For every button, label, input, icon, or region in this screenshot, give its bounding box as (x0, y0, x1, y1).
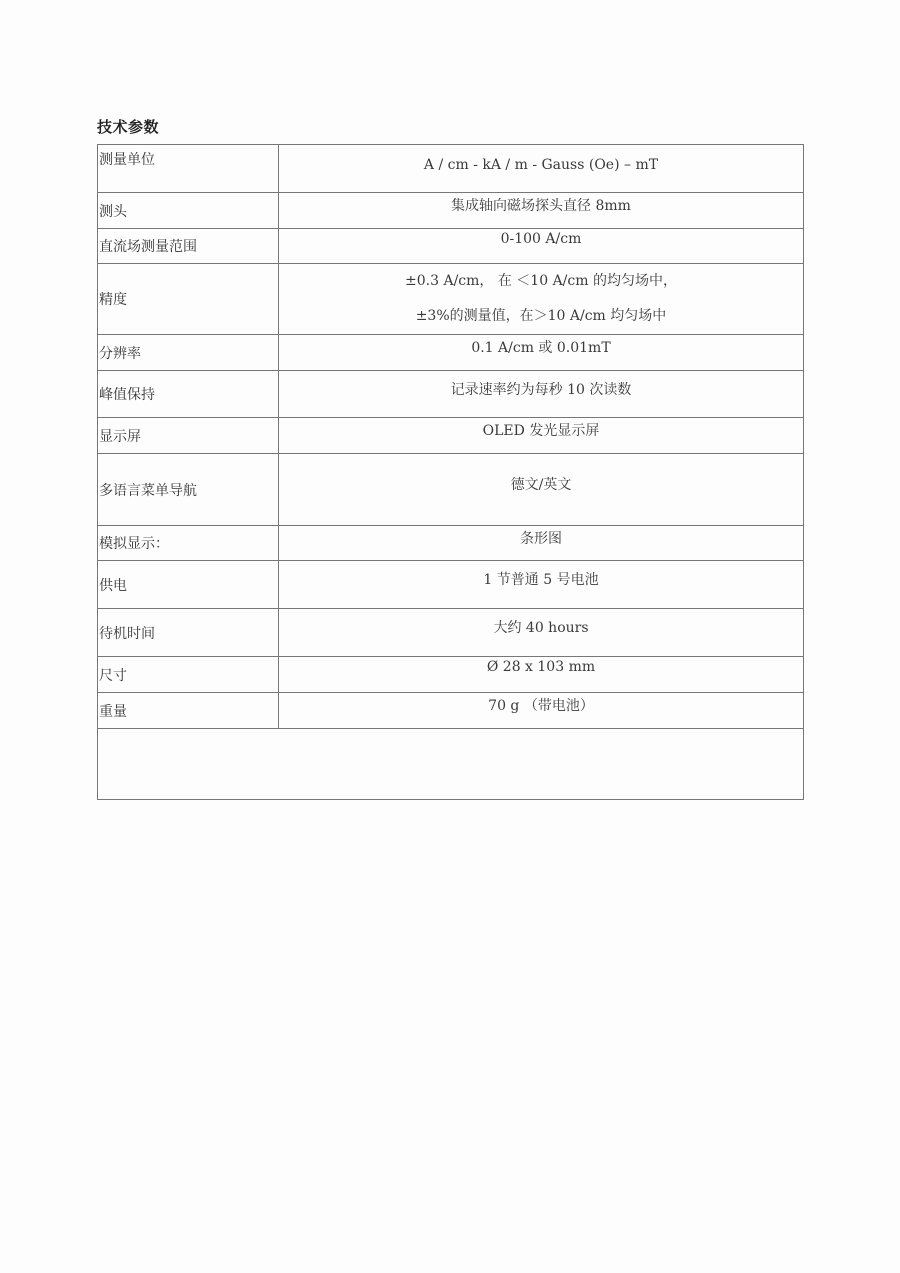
table-row (98, 609, 804, 657)
spec-label: 待机时间 (98, 609, 279, 657)
spec-value (279, 693, 804, 729)
spec-value-line: OLED 发光显示屏 (482, 423, 600, 439)
spec-value-line: Ø 28 x 103 mm (486, 659, 596, 675)
spec-value (279, 657, 804, 693)
spec-label: 峰值保持 (98, 371, 279, 418)
table-row (98, 526, 804, 561)
spec-label: 测量单位 (98, 145, 279, 193)
table-row (98, 371, 804, 418)
spec-table (97, 144, 804, 800)
spec-label: 直流场测量范围 (98, 229, 279, 264)
spec-value (279, 526, 804, 561)
spec-value (279, 418, 804, 454)
table-row (98, 335, 804, 371)
table-row (98, 454, 804, 526)
spec-value-line: 1 节普通 5 号电池 (483, 572, 599, 588)
table-row (98, 193, 804, 229)
spec-value-line: A / cm - kA / m - Gauss (Oe) – mT (423, 157, 659, 173)
table-row (98, 693, 804, 729)
spec-value-line: 记录速率约为每秒 10 次读数 (450, 382, 632, 398)
table-row (98, 229, 804, 264)
spec-value (279, 229, 804, 264)
spec-value-line: 大约 40 hours (493, 620, 589, 636)
empty-cell (98, 729, 804, 800)
spec-value (279, 193, 804, 229)
spec-label: 尺寸 (98, 657, 279, 693)
table-row (98, 657, 804, 693)
spec-label: 模拟显示： (98, 526, 279, 561)
spec-value-line: ±3%的测量值，在＞10 A/cm 均匀场中 (415, 308, 667, 324)
spec-value-line: 0-100 A/cm (500, 231, 582, 247)
spec-value (279, 264, 804, 335)
spec-value-line: 条形图 (520, 531, 562, 547)
spec-label: 测头 (98, 193, 279, 229)
spec-label: 精度 (98, 264, 279, 335)
table-row-empty (98, 729, 804, 800)
spec-label: 供电 (98, 561, 279, 609)
document-heading: 技术参数 (97, 118, 160, 136)
spec-value-line: 0.1 A/cm 或 0.01mT (471, 340, 611, 356)
spec-value-line: 70 g （带电池） (488, 698, 594, 714)
spec-label: 重量 (98, 693, 279, 729)
table-row (98, 418, 804, 454)
spec-value (279, 454, 804, 526)
spec-label: 多语言菜单导航 (98, 454, 279, 526)
spec-value (279, 371, 804, 418)
table-row (98, 145, 804, 193)
spec-value (279, 609, 804, 657)
table-row (98, 264, 804, 335)
spec-label: 分辨率 (98, 335, 279, 371)
spec-label: 显示屏 (98, 418, 279, 454)
spec-value (279, 335, 804, 371)
spec-value-line: 德文/英文 (510, 477, 572, 493)
table-row (98, 561, 804, 609)
spec-value-line: 集成轴向磁场探头直径 8mm (451, 198, 631, 214)
spec-value (279, 145, 804, 193)
spec-value (279, 561, 804, 609)
spec-value-line: ±0.3 A/cm， 在 ＜10 A/cm 的均匀场中， (405, 273, 677, 289)
